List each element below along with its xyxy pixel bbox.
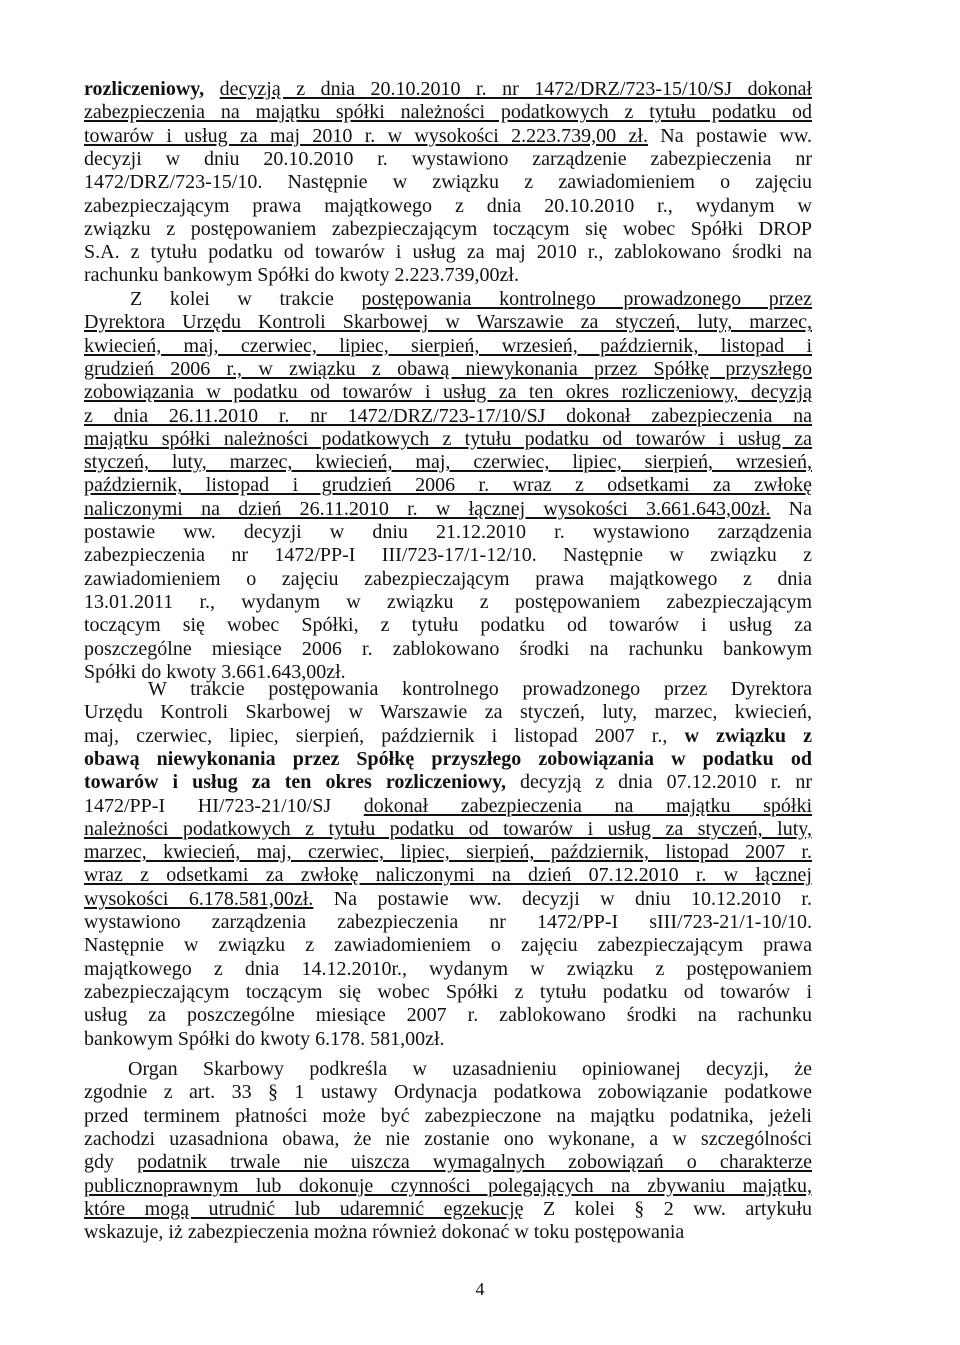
text-line [84,911,812,934]
text-segment: poszczególne miesiące 2006 r. zablokowano środki na rachunku bankowym [84,637,812,660]
text-segment: naliczonymi na dzień 26.11.2010 r. w łącznej wysokości 3.661.643,00zł. [84,497,771,520]
text-segment: marzec, kwiecień, maj, czerwiec, lipiec, sierpień, październik, listopad 2007 r. [84,841,812,864]
text-segment: wraz z odsetkami za zwłokę naliczonymi na dzień 07.12.2010 r. w łącznej [84,864,812,887]
text-line [84,78,812,101]
text-line [84,568,812,591]
text-line [84,638,812,661]
text-line [84,864,812,887]
text-line [84,335,812,358]
text-segment: rachunku bankowym Spółki do kwoty 2.223.739,00zł. [84,264,519,287]
text-line [84,241,812,264]
text-segment: 1472/PP-I HI/723-21/10/SJ [84,794,364,817]
text-segment: majątku spółki należności podatkowych z tytułu podatku od towarów i usług za [84,427,812,450]
text-line [84,1151,812,1174]
text-segment: usług za poszczególne miesiące 2007 r. zablokowano środki na rachunku [84,1004,812,1027]
text-line [84,725,812,748]
text-segment: Dyrektora Urzędu Kontroli Skarbowej w Warszawie za styczeń, luty, marzec, [84,311,812,334]
text-line [84,818,812,841]
text-segment: maj, czerwiec, lipiec, sierpień, październik i listopad 2007 r., [84,724,685,747]
text-line [84,1175,812,1198]
text-segment: wskazuje, iż zabezpieczenia można również dokonać w toku postępowania [84,1221,685,1244]
text-segment: Urzędu Kontroli Skarbowej w Warszawie za styczeń, luty, marzec, kwiecień, [84,701,812,724]
text-segment: 1472/DRZ/723-15/10. Następnie w związku z zawiadomieniem o zajęciu [84,171,812,194]
text-segment: Z kolei § 2 ww. artykułu [523,1197,812,1220]
text-segment: bankowym Spółki do kwoty 6.178. 581,00zł. [84,1027,445,1050]
text-segment: zabezpieczenia nr 1472/PP-I III/723-17/1-12/10. Następnie w związku z [84,544,812,567]
text-line [84,981,812,1004]
text-line [84,451,812,474]
text-segment: decyzją z dnia 07.12.2010 r. nr [505,771,812,794]
text-segment: które mogą utrudnić lub udaremnić egzekucję [84,1197,524,1220]
text-segment: postępowania kontrolnego prowadzonego przez [361,288,812,310]
text-segment: toczącym się wobec Spółki, z tytułu podatku od towarów i usług za [84,614,812,637]
text-segment: decyzją z dnia 20.10.2010 r. nr 1472/DRZ/723-15/10/SJ dokonał [219,78,812,100]
text-segment: obawą niewykonania przez Spółkę przyszłego zobowiązania w podatku od [84,747,812,770]
text-line [84,1198,812,1221]
text-line [84,771,812,794]
text-segment: Na postawie ww. [647,124,812,147]
text-segment: Na [770,497,812,520]
text-line [84,381,812,404]
text-line [84,544,812,567]
text-segment: wysokości 6.178.581,00zł. [84,887,314,910]
text-line [84,1028,812,1051]
text-segment: S.A. z tytułu podatku od towarów i usług za maj 2010 r., zablokowano środki na [84,241,812,264]
text-segment: 13.01.2011 r., wydanym w związku z postępowaniem zabezpieczającym [84,590,812,613]
text-line [148,678,812,701]
text-segment: publicznoprawnym lub dokonuje czynności polegających na zbywaniu majątku, [84,1174,812,1197]
text-line [84,591,812,614]
text-line [84,148,812,171]
text-line [84,701,812,724]
text-segment: postawie ww. decyzji w dniu 21.12.2010 r. wystawiono zarządzenia [84,521,812,543]
text-segment: decyzji w dniu 20.10.2010 r. wystawiono zarządzenie zabezpieczenia nr [84,147,812,170]
text-line [84,474,812,497]
text-segment: majątkowego z dnia 14.12.2010r., wydanym w związku z postępowaniem [84,957,812,980]
text-line [84,521,812,544]
text-segment: zabezpieczenia na majątku spółki należności podatkowych z tytułu podatku od [84,101,812,124]
text-line [84,614,812,637]
text-segment: kwiecień, maj, czerwiec, lipiec, sierpień, wrzesień, październik, listopad i [84,334,812,357]
text-segment: Następnie w związku z zawiadomieniem o zajęciu zabezpieczającym prawa [84,934,812,957]
text-segment: z dnia 26.11.2010 r. nr 1472/DRZ/723-17/10/SJ dokonał zabezpieczenia na [84,404,812,427]
text-line [84,101,812,124]
text-segment: towarów i usług za maj 2010 r. w wysokości 2.223.739,00 zł. [84,124,648,147]
text-line [84,748,812,771]
text-line [84,125,812,148]
text-segment: zabezpieczającym prawa majątkowego z dnia 20.10.2010 r., wydanym w [84,194,812,217]
text-line [84,311,812,334]
text-segment: Z kolei w trakcie [130,288,362,310]
text-segment: gdy [84,1151,138,1174]
text-segment: Organ Skarbowy podkreśla w uzasadnieniu opiniowanej decyzji, że [128,1058,812,1080]
text-line [84,934,812,957]
page-number: 4 [475,1279,485,1299]
text-line [84,1081,812,1104]
text-segment: należności podatkowych z tytułu podatku od towarów i usług za styczeń, luty, [84,817,812,840]
text-line [84,1105,812,1128]
text-segment: zachodzi uzasadniona obawa, że nie zostanie ono wykonane, a w szczególności [84,1127,812,1150]
text-segment: styczeń, luty, marzec, kwiecień, maj, czerwiec, lipiec, sierpień, wrzesień, [84,451,812,474]
text-line [84,195,812,218]
text-line [84,498,812,521]
text-segment: w związku z [684,724,812,747]
text-line [84,795,812,818]
text-segment: październik, listopad i grudzień 2006 r. wraz z odsetkami za zwłokę [84,474,812,497]
text-segment: grudzień 2006 r., w związku z obawą niewykonania przez Spółkę przyszłego [84,357,812,380]
text-line [84,958,812,981]
text-segment: zawiadomieniem o zajęciu zabezpieczającym prawa majątkowego z dnia [84,567,812,590]
text-segment: zabezpieczającym toczącym się wobec Spółki z tytułu podatku od towarów i [84,980,812,1003]
text-line [84,428,812,451]
text-line [84,218,812,241]
text-line [84,888,812,911]
text-line [84,1004,812,1027]
text-segment: W trakcie postępowania kontrolnego prowadzonego przez Dyrektora [148,678,812,700]
text-segment: związku z postępowaniem zabezpieczającym toczącym się wobec Spółki DROP [84,217,812,240]
text-segment: rozliczeniowy, [84,78,220,100]
text-line [84,358,812,381]
text-segment: zobowiązania w podatku od towarów i usług za ten okres rozliczeniowy, decyzją [84,381,812,404]
text-segment: podatnik trwale nie uiszcza wymagalnych zobowiązań o charakterze [137,1151,812,1174]
text-line [130,288,812,311]
text-segment: Na postawie ww. decyzji w dniu 10.12.2010 r. [313,887,812,910]
text-segment: Spółki do kwoty 3.661.643,00zł. [84,660,346,683]
text-segment: przed terminem płatności może być zabezpieczone na majątku podatnika, jeżeli [84,1104,812,1127]
text-segment: zgodnie z art. 33 § 1 ustawy Ordynacja podatkowa zobowiązanie podatkowe [84,1081,812,1104]
text-segment: dokonał zabezpieczenia na majątku spółki [363,794,812,817]
text-line [84,1128,812,1151]
text-segment: towarów i usług za ten okres rozliczeniowy, [84,771,506,794]
text-line [84,405,812,428]
text-line [84,171,812,194]
text-line [84,264,812,287]
text-line [84,1221,812,1244]
text-segment: wystawiono zarządzenia zabezpieczenia nr 1472/PP-I sIII/723-21/1-10/10. [84,911,812,933]
text-line [84,841,812,864]
text-line [128,1058,812,1081]
